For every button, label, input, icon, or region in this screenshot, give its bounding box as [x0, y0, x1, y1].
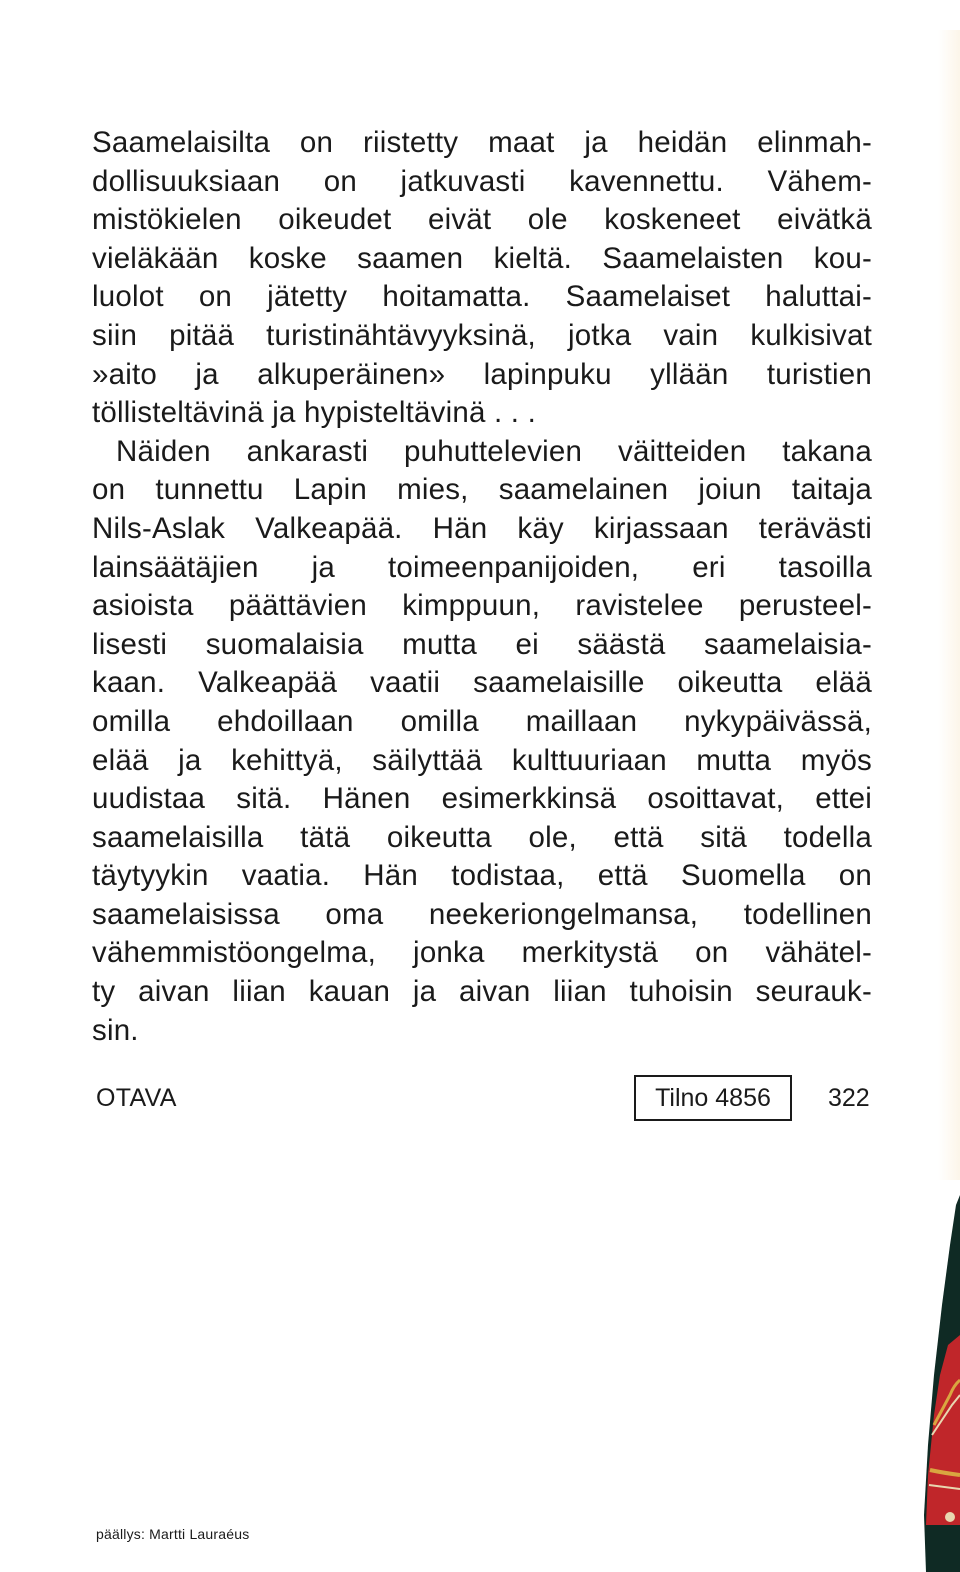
- blurb-line: on tunnettu Lapin mies, saamelainen joiun taitaja: [92, 473, 872, 507]
- blurb-line: ty aivan liian kauan ja aivan liian tuhoisin seurauk-: [92, 975, 872, 1009]
- blurb-line: siin pitää turistinähtävyyksinä, jotka vain kulkisivat: [92, 318, 872, 352]
- blurb-line: mistökielen oikeudet eivät ole koskeneet eivätkä: [92, 203, 872, 237]
- blurb-line: dollisuuksiaan on jatkuvasti kavennettu. Vähem-: [92, 164, 872, 198]
- blurb-line: täytyykin vaatia. Hän todistaa, että Suomella on: [92, 859, 872, 893]
- blurb-line: luolot on jätetty hoitamatta. Saamelaiset haluttai-: [92, 280, 872, 314]
- blurb-line: asioista päättävien kimppuun, ravistelee perusteel-: [92, 589, 872, 623]
- publisher-name: OTAVA: [96, 1084, 177, 1112]
- catalog-number: 322: [828, 1084, 870, 1112]
- blurb-line: lainsäätäjien ja toimeenpanijoiden, eri tasoilla: [92, 550, 872, 584]
- blurb-line: uudistaa sitä. Hänen esimerkkinsä osoittavat, ettei: [92, 782, 872, 816]
- blurb-line: vieläkään koske saamen kieltä. Saamelaisten kou-: [92, 241, 872, 275]
- blurb-line: saamelaisissa oma neekeriongelmansa, todellinen: [92, 897, 872, 931]
- blurb-line: kaan. Valkeapää vaatii saamelaisille oikeutta elää: [92, 666, 872, 700]
- blurb-line: vähemmistöongelma, jonka merkitystä on vähätel-: [92, 936, 872, 970]
- blurb-line: töllisteltävinä ja hypisteltävinä . . .: [92, 396, 536, 430]
- blurb-line: Nils-Aslak Valkeapää. Hän käy kirjassaan terävästi: [92, 511, 872, 545]
- blurb-line: Saamelaisilta on riistetty maat ja heidän elinmah-: [92, 126, 872, 159]
- blurb-line: elää ja kehittyä, säilyttää kulttuuriaan mutta myös: [92, 743, 872, 777]
- blurb-line: sin.: [92, 1013, 139, 1047]
- blurb-line: omilla ehdoillaan omilla maillaan nykypäivässä,: [92, 704, 872, 738]
- blurb-line: saamelaisilla tätä oikeutta ole, että sitä todella: [92, 820, 872, 854]
- page-edge-tint: [938, 30, 960, 1180]
- cover-credit: päällys: Martti Lauraéus: [96, 1526, 250, 1542]
- sami-costume-illustration: [920, 1195, 960, 1572]
- blurb-line: Näiden ankarasti puhuttelevien väitteiden takana: [116, 434, 872, 468]
- blurb-text: [92, 124, 872, 1050]
- catalog-code-box: Tilno 4856: [634, 1075, 792, 1121]
- blurb-line: »aito ja alkuperäinen» lapinpuku yllään turistien: [92, 357, 872, 391]
- blurb-line: lisesti suomalaisia mutta ei säästä saamelaisia-: [92, 627, 872, 661]
